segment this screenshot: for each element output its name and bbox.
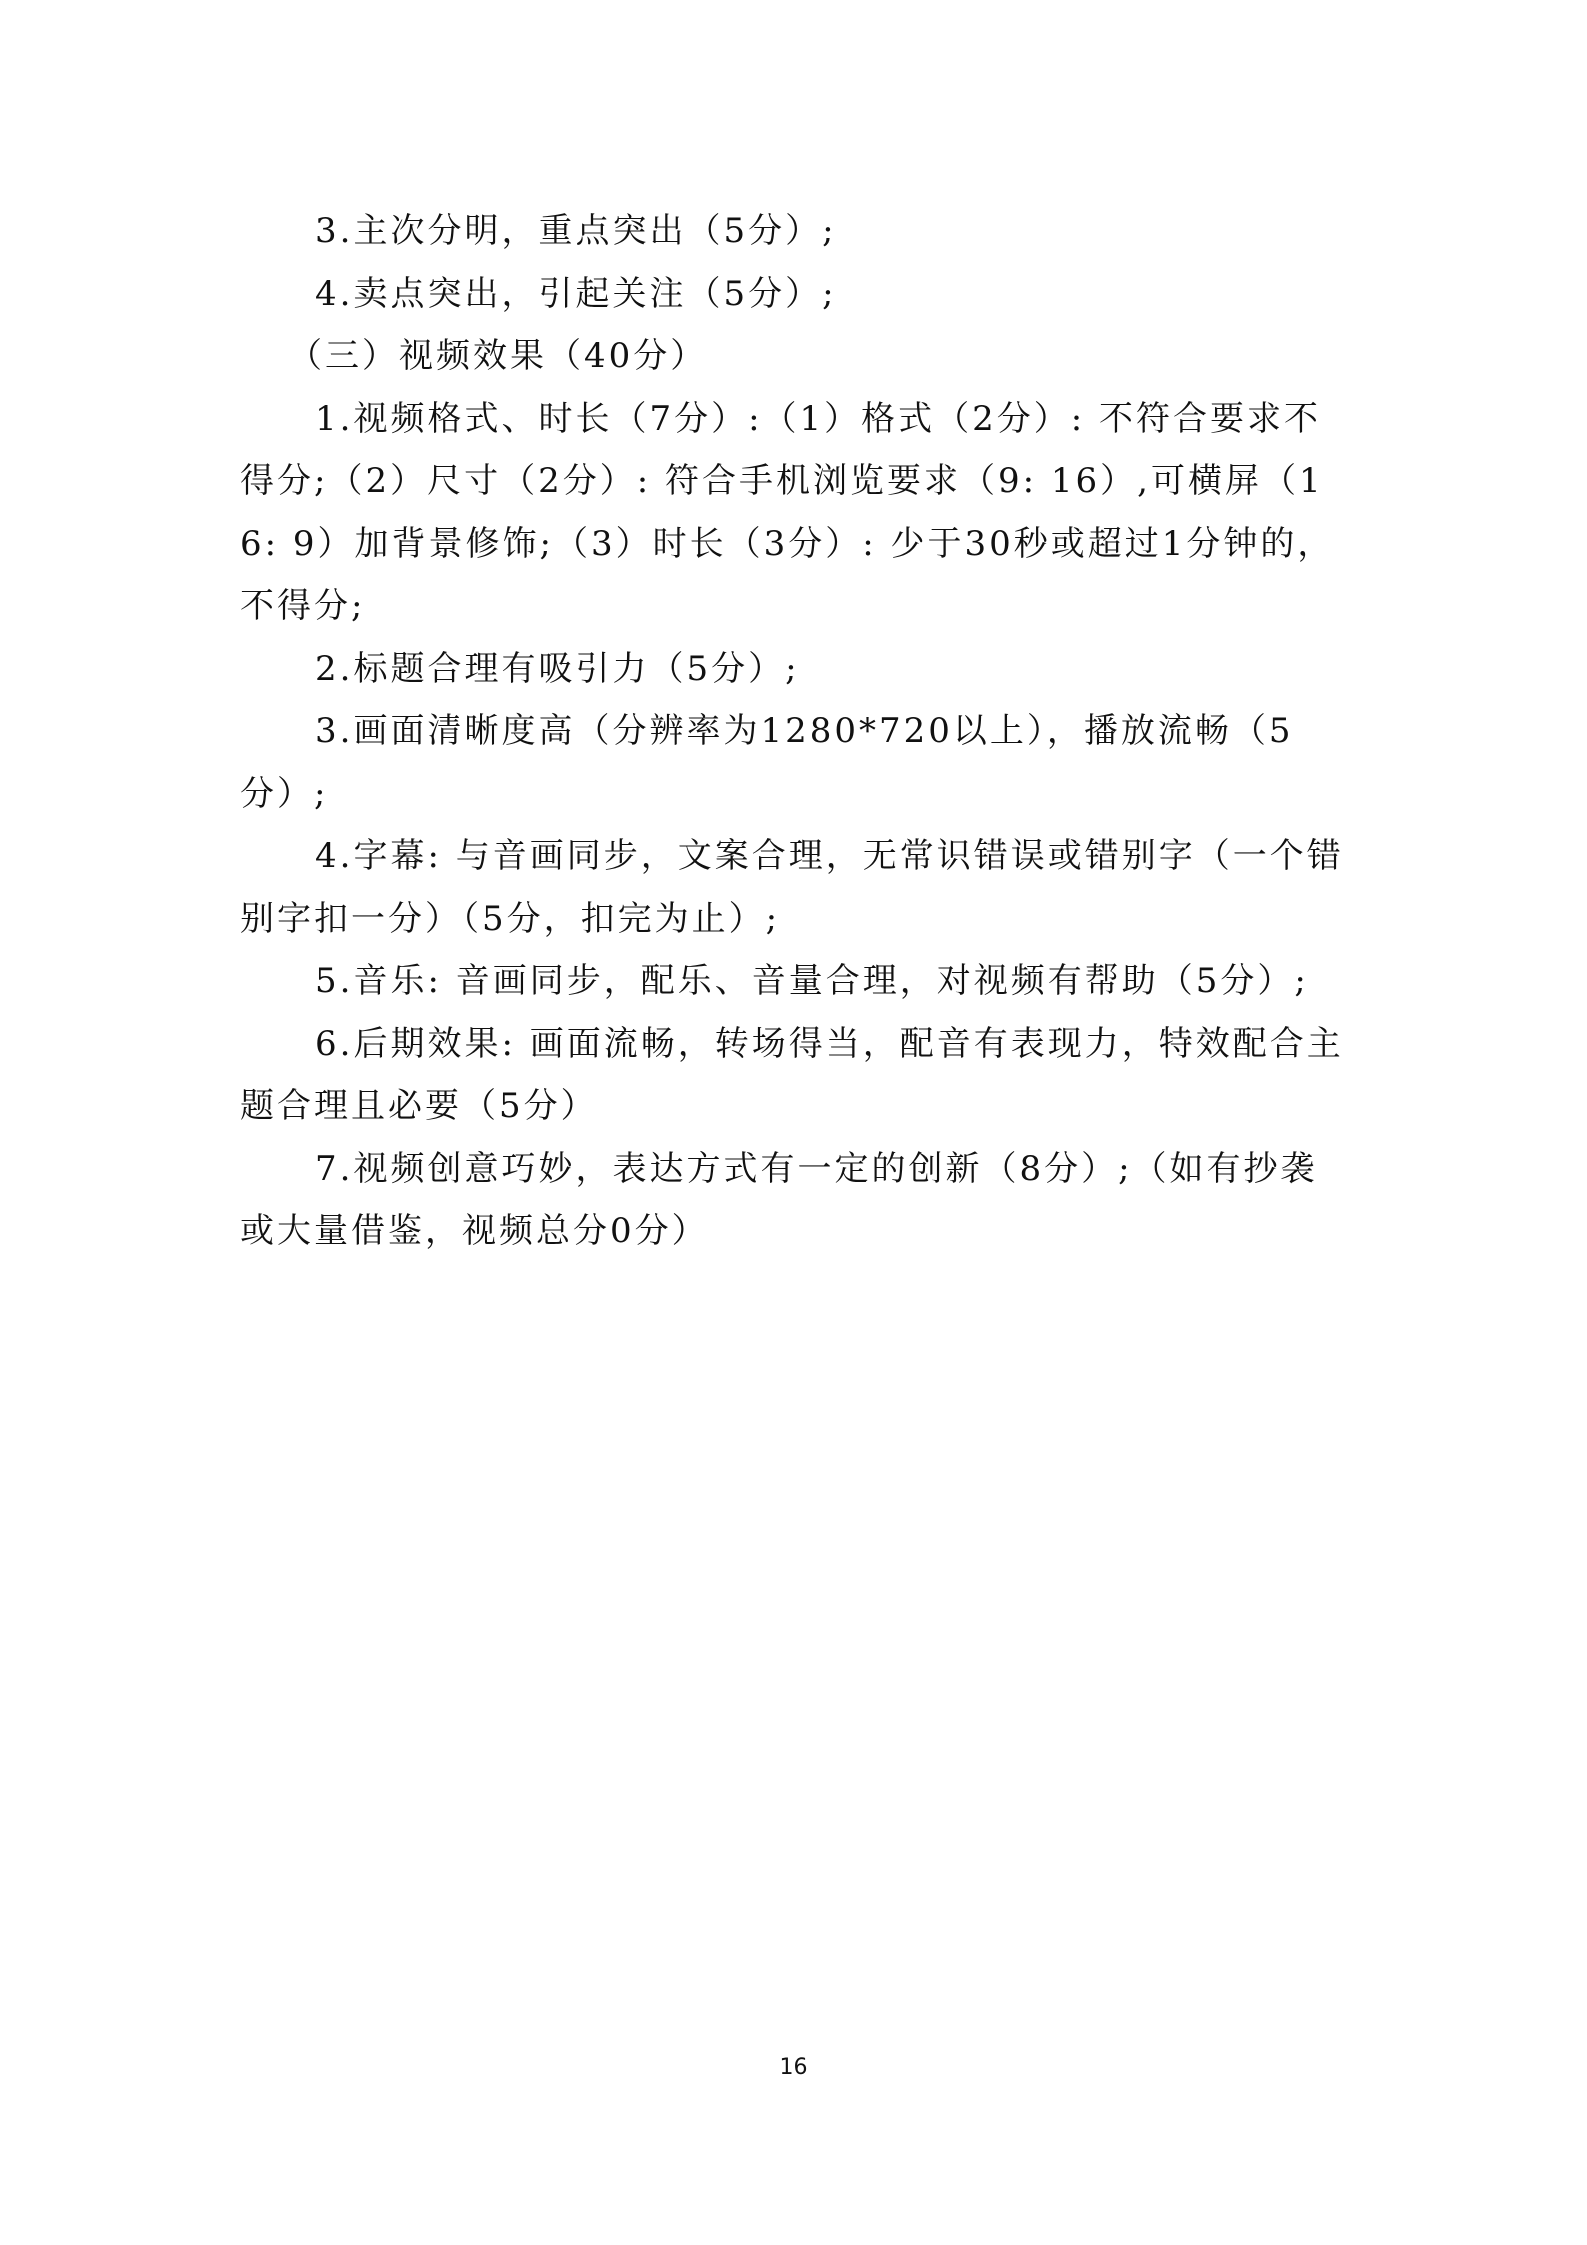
section-heading-video-effect: （三）视频效果（40分） [288, 336, 708, 376]
criterion-4-subtitles: 4.字幕: 与音画同步，文案合理，无常识错误或错别字（一个错别字扣一分）（5分，扣完为止）; [240, 836, 1344, 939]
criterion-4-selling-point: 4.卖点突出，引起关注（5分）; [315, 273, 837, 314]
criterion-1-format-duration: 1.视频格式、时长（7分）:（1）格式（2分）: 不符合要求不得分;（2）尺寸（2分）: 符合手机浏览要求（9: 16）,可横屏（16: 9）加背景修饰;（3）时长（3分）: 少于30秒或超过1分钟的，不得分; [240, 398, 1335, 626]
criterion-6-post-production: 6.后期效果: 画面流畅，转场得当，配音有表现力，特效配合主题合理且必要（5分） [240, 1023, 1344, 1126]
document-body [240, 200, 1350, 1263]
page-number: 16 [779, 2055, 808, 2080]
criterion-3-clarity: 3.画面清晰度高（分辨率为1280*720以上），播放流畅（5分）; [240, 711, 1294, 814]
criterion-3-primary-secondary: 3.主次分明，重点突出（5分）; [315, 211, 837, 251]
criterion-7-creativity: 7.视频创意巧妙，表达方式有一定的创新（8分）;（如有抄袭或大量借鉴，视频总分0分） [240, 1148, 1318, 1251]
criterion-5-music: 5.音乐: 音画同步，配乐、音量合理，对视频有帮助（5分）; [315, 961, 1309, 1001]
criterion-2-title: 2.标题合理有吸引力（5分）; [315, 648, 800, 689]
